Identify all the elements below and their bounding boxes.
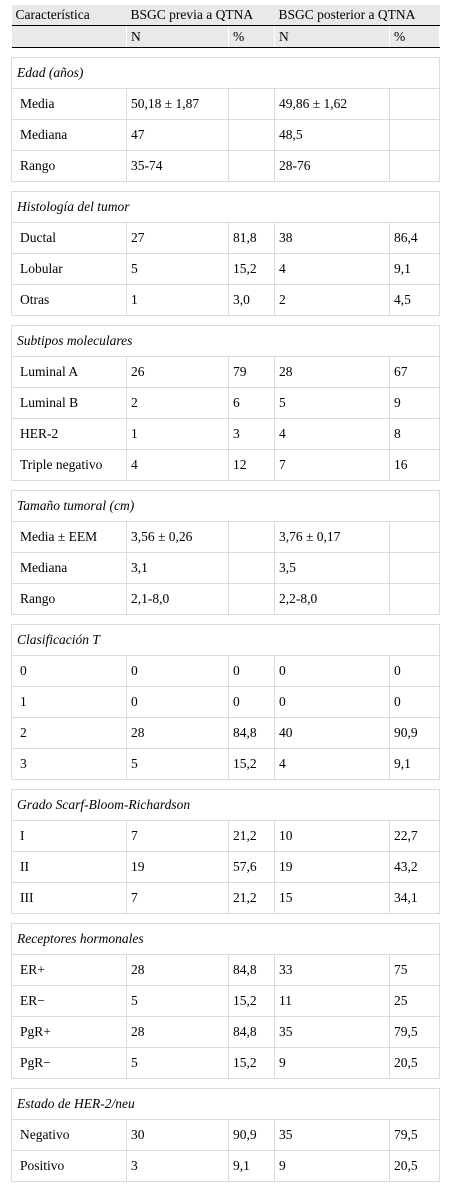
n-after-cell: 4 <box>275 419 390 450</box>
header-n-before: N <box>127 26 229 48</box>
section-title: Estado de HER-2/neu <box>12 1089 440 1120</box>
row-label-cell: Media <box>12 89 127 120</box>
n-after-cell: 7 <box>275 450 390 481</box>
row-label-cell: Positivo <box>12 1151 127 1182</box>
pct-before-cell <box>229 120 275 151</box>
n-after-cell: 48,5 <box>275 120 390 151</box>
n-after-cell: 28-76 <box>275 151 390 182</box>
spacer-cell <box>12 316 440 326</box>
row-label-cell: PgR− <box>12 1048 127 1079</box>
table-row <box>12 388 440 419</box>
pct-before-cell: 81,8 <box>229 223 275 254</box>
pct-before-cell: 3 <box>229 419 275 450</box>
row-label-cell: PgR+ <box>12 1017 127 1048</box>
pct-after-cell: 20,5 <box>390 1151 440 1182</box>
pct-before-cell: 84,8 <box>229 955 275 986</box>
row-label-cell: 1 <box>12 687 127 718</box>
row-label-cell: I <box>12 821 127 852</box>
table-row <box>12 852 440 883</box>
n-before-cell: 2,1-8,0 <box>127 584 229 615</box>
table-row <box>12 718 440 749</box>
spacer-cell <box>12 182 440 192</box>
header-characteristic: Característica <box>12 5 127 26</box>
row-label-cell: Ductal <box>12 223 127 254</box>
pct-after-cell: 9,1 <box>390 749 440 780</box>
header-pct-after: % <box>390 26 440 48</box>
n-before-cell: 27 <box>127 223 229 254</box>
pct-before-cell: 15,2 <box>229 986 275 1017</box>
spacer-cell <box>12 615 440 625</box>
spacer-cell <box>12 481 440 491</box>
section-title: Edad (años) <box>12 58 440 89</box>
table-row <box>12 223 440 254</box>
n-before-cell: 47 <box>127 120 229 151</box>
n-before-cell: 35-74 <box>127 151 229 182</box>
section-spacer <box>12 914 440 924</box>
n-after-cell: 2,2-8,0 <box>275 584 390 615</box>
section-spacer <box>12 615 440 625</box>
n-before-cell: 26 <box>127 357 229 388</box>
n-before-cell: 50,18 ± 1,87 <box>127 89 229 120</box>
pct-after-cell <box>390 151 440 182</box>
section-header <box>12 790 440 821</box>
pct-before-cell <box>229 89 275 120</box>
n-before-cell: 5 <box>127 986 229 1017</box>
table-row <box>12 419 440 450</box>
spacer-cell <box>12 914 440 924</box>
section-title: Histología del tumor <box>12 192 440 223</box>
pct-after-cell <box>390 522 440 553</box>
n-before-cell: 3 <box>127 1151 229 1182</box>
n-after-cell: 4 <box>275 749 390 780</box>
row-label-cell: HER-2 <box>12 419 127 450</box>
table-body <box>12 48 440 1182</box>
spacer-cell <box>12 780 440 790</box>
characteristics-table <box>11 5 440 1182</box>
n-before-cell: 28 <box>127 718 229 749</box>
pct-after-cell: 86,4 <box>390 223 440 254</box>
n-after-cell: 49,86 ± 1,62 <box>275 89 390 120</box>
row-label-cell: Triple negativo <box>12 450 127 481</box>
pct-before-cell: 6 <box>229 388 275 419</box>
n-before-cell: 5 <box>127 1048 229 1079</box>
row-label-cell: ER− <box>12 986 127 1017</box>
n-before-cell: 30 <box>127 1120 229 1151</box>
section-spacer <box>12 780 440 790</box>
section-title: Subtipos moleculares <box>12 326 440 357</box>
spacer-cell <box>12 48 440 58</box>
row-label-cell: Otras <box>12 285 127 316</box>
pct-after-cell: 20,5 <box>390 1048 440 1079</box>
n-after-cell: 5 <box>275 388 390 419</box>
table-row <box>12 357 440 388</box>
table-row <box>12 1151 440 1182</box>
row-label-cell: Mediana <box>12 120 127 151</box>
section-header <box>12 924 440 955</box>
section-title: Receptores hormonales <box>12 924 440 955</box>
pct-after-cell: 79,5 <box>390 1120 440 1151</box>
pct-after-cell <box>390 120 440 151</box>
section-header <box>12 625 440 656</box>
section-spacer <box>12 1079 440 1089</box>
pct-before-cell: 15,2 <box>229 749 275 780</box>
n-before-cell: 0 <box>127 687 229 718</box>
pct-before-cell: 79 <box>229 357 275 388</box>
pct-before-cell <box>229 584 275 615</box>
n-after-cell: 10 <box>275 821 390 852</box>
n-before-cell: 0 <box>127 656 229 687</box>
table-row <box>12 120 440 151</box>
row-label-cell: 3 <box>12 749 127 780</box>
table-row <box>12 1048 440 1079</box>
section-header <box>12 192 440 223</box>
header-blank <box>12 26 127 48</box>
row-label-cell: Luminal B <box>12 388 127 419</box>
section-spacer <box>12 48 440 58</box>
table-row <box>12 883 440 914</box>
section-title: Grado Scarf-Bloom-Richardson <box>12 790 440 821</box>
pct-after-cell: 9,1 <box>390 254 440 285</box>
n-after-cell: 33 <box>275 955 390 986</box>
pct-before-cell: 3,0 <box>229 285 275 316</box>
n-after-cell: 0 <box>275 656 390 687</box>
n-after-cell: 19 <box>275 852 390 883</box>
pct-before-cell: 0 <box>229 656 275 687</box>
n-after-cell: 2 <box>275 285 390 316</box>
table-header <box>12 5 440 48</box>
section-spacer <box>12 182 440 192</box>
table-row <box>12 821 440 852</box>
n-before-cell: 28 <box>127 955 229 986</box>
row-label-cell: Negativo <box>12 1120 127 1151</box>
n-before-cell: 19 <box>127 852 229 883</box>
row-label-cell: Rango <box>12 584 127 615</box>
table-row <box>12 450 440 481</box>
pct-before-cell: 15,2 <box>229 254 275 285</box>
table-row <box>12 955 440 986</box>
n-after-cell: 28 <box>275 357 390 388</box>
pct-after-cell: 25 <box>390 986 440 1017</box>
section-header <box>12 1089 440 1120</box>
table-row <box>12 522 440 553</box>
pct-after-cell: 0 <box>390 687 440 718</box>
pct-before-cell: 12 <box>229 450 275 481</box>
pct-before-cell: 84,8 <box>229 718 275 749</box>
n-before-cell: 5 <box>127 254 229 285</box>
pct-after-cell: 79,5 <box>390 1017 440 1048</box>
n-before-cell: 1 <box>127 285 229 316</box>
n-before-cell: 7 <box>127 821 229 852</box>
n-after-cell: 38 <box>275 223 390 254</box>
n-before-cell: 28 <box>127 1017 229 1048</box>
table-row <box>12 656 440 687</box>
row-label-cell: III <box>12 883 127 914</box>
pct-after-cell: 34,1 <box>390 883 440 914</box>
pct-after-cell: 0 <box>390 656 440 687</box>
table-row <box>12 687 440 718</box>
header-group-after: BSGC posterior a QTNA <box>275 5 440 26</box>
header-group-before: BSGC previa a QTNA <box>127 5 275 26</box>
pct-before-cell <box>229 522 275 553</box>
pct-after-cell: 67 <box>390 357 440 388</box>
section-title: Tamaño tumoral (cm) <box>12 491 440 522</box>
row-label-cell: Rango <box>12 151 127 182</box>
section-header <box>12 58 440 89</box>
pct-after-cell: 4,5 <box>390 285 440 316</box>
pct-before-cell: 57,6 <box>229 852 275 883</box>
n-after-cell: 11 <box>275 986 390 1017</box>
n-after-cell: 0 <box>275 687 390 718</box>
pct-after-cell: 43,2 <box>390 852 440 883</box>
n-before-cell: 7 <box>127 883 229 914</box>
pct-after-cell: 90,9 <box>390 718 440 749</box>
n-before-cell: 2 <box>127 388 229 419</box>
table-row <box>12 553 440 584</box>
section-header <box>12 326 440 357</box>
pct-before-cell: 0 <box>229 687 275 718</box>
pct-before-cell: 90,9 <box>229 1120 275 1151</box>
pct-before-cell: 21,2 <box>229 883 275 914</box>
row-label-cell: 2 <box>12 718 127 749</box>
row-label-cell: II <box>12 852 127 883</box>
table-row <box>12 584 440 615</box>
n-after-cell: 15 <box>275 883 390 914</box>
n-before-cell: 3,1 <box>127 553 229 584</box>
section-title: Clasificación T <box>12 625 440 656</box>
pct-after-cell: 9 <box>390 388 440 419</box>
row-label-cell: 0 <box>12 656 127 687</box>
pct-before-cell: 84,8 <box>229 1017 275 1048</box>
section-spacer <box>12 316 440 326</box>
row-label-cell: Luminal A <box>12 357 127 388</box>
table-row <box>12 1017 440 1048</box>
pct-before-cell: 9,1 <box>229 1151 275 1182</box>
n-after-cell: 9 <box>275 1048 390 1079</box>
n-after-cell: 9 <box>275 1151 390 1182</box>
header-n-after: N <box>275 26 390 48</box>
n-before-cell: 3,56 ± 0,26 <box>127 522 229 553</box>
section-header <box>12 491 440 522</box>
pct-after-cell <box>390 553 440 584</box>
spacer-cell <box>12 1079 440 1089</box>
n-after-cell: 4 <box>275 254 390 285</box>
n-after-cell: 35 <box>275 1120 390 1151</box>
pct-before-cell <box>229 151 275 182</box>
table-row <box>12 285 440 316</box>
row-label-cell: ER+ <box>12 955 127 986</box>
n-after-cell: 35 <box>275 1017 390 1048</box>
table-row <box>12 254 440 285</box>
n-before-cell: 1 <box>127 419 229 450</box>
row-label-cell: Media ± EEM <box>12 522 127 553</box>
table-row <box>12 151 440 182</box>
pct-after-cell <box>390 584 440 615</box>
row-label-cell: Lobular <box>12 254 127 285</box>
row-label-cell: Mediana <box>12 553 127 584</box>
pct-after-cell <box>390 89 440 120</box>
n-before-cell: 5 <box>127 749 229 780</box>
pct-before-cell <box>229 553 275 584</box>
header-pct-before: % <box>229 26 275 48</box>
pct-after-cell: 8 <box>390 419 440 450</box>
n-before-cell: 4 <box>127 450 229 481</box>
section-spacer <box>12 481 440 491</box>
pct-before-cell: 21,2 <box>229 821 275 852</box>
table-row <box>12 89 440 120</box>
table-row <box>12 749 440 780</box>
n-after-cell: 3,5 <box>275 553 390 584</box>
n-after-cell: 40 <box>275 718 390 749</box>
table-row <box>12 986 440 1017</box>
pct-after-cell: 75 <box>390 955 440 986</box>
n-after-cell: 3,76 ± 0,17 <box>275 522 390 553</box>
pct-before-cell: 15,2 <box>229 1048 275 1079</box>
pct-after-cell: 16 <box>390 450 440 481</box>
pct-after-cell: 22,7 <box>390 821 440 852</box>
table-row <box>12 1120 440 1151</box>
